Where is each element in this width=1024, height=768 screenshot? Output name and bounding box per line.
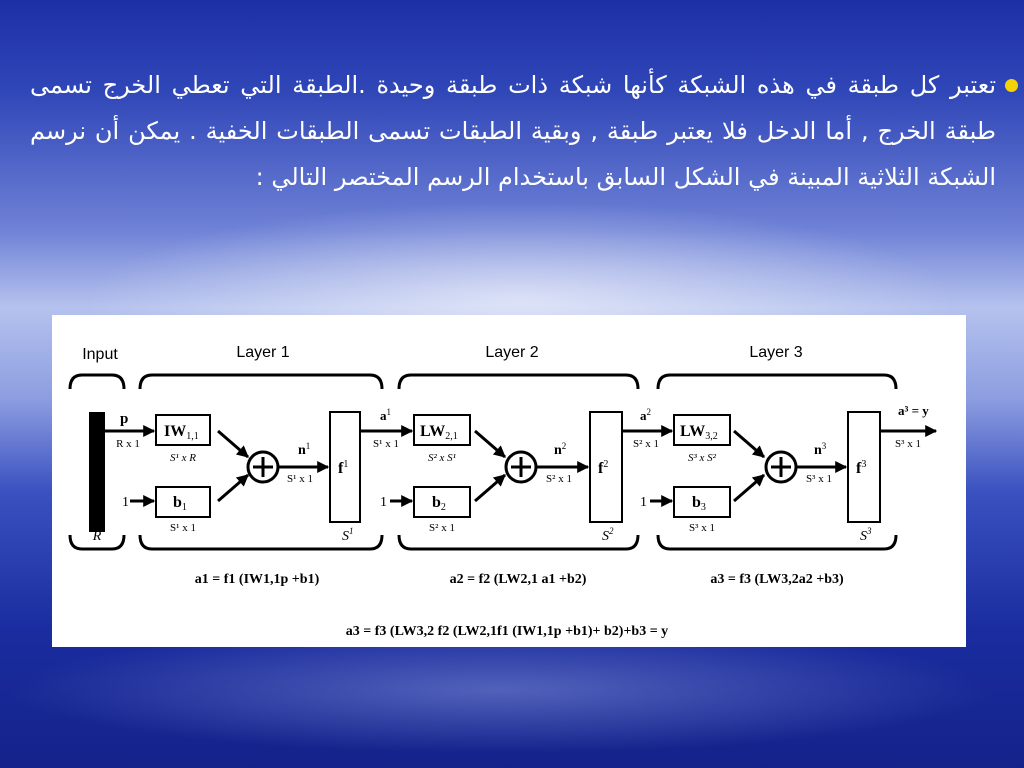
layer2-out-dim: S² x 1	[633, 438, 659, 450]
layer2-bias-label: b	[432, 494, 441, 511]
layer3-n-label: n	[814, 443, 822, 458]
svg-text:n2	[554, 441, 566, 458]
layer3-weight-sub: 3,2	[705, 431, 718, 442]
layer3-transfer-label: f	[856, 460, 862, 477]
layer1-bias-sub: 1	[181, 502, 187, 513]
layer3-size-label: S	[860, 529, 867, 544]
equation-layer3: a3 = f3 (LW3,2a2 +b3)	[710, 572, 844, 587]
bullet-dot-icon	[1005, 79, 1018, 92]
input-p-dim: R x 1	[116, 438, 140, 450]
svg-text:S1	[342, 526, 354, 544]
layer3-n-dim: S³ x 1	[806, 473, 832, 485]
layer3-out-label: a³ = y	[898, 403, 929, 418]
layer3-n-sup: 3	[821, 441, 827, 451]
input-header: Input	[82, 346, 118, 363]
layer3-bias-label: b	[692, 494, 701, 511]
layer1-bias-label: b	[173, 494, 182, 511]
layer1-out-label: a	[380, 408, 387, 423]
layer2-out-label: a	[640, 408, 647, 423]
layer3-weight-label: LW	[680, 423, 706, 440]
layer2-n-sup: 2	[561, 441, 567, 451]
layer2-block	[380, 407, 659, 544]
layer1-n-sup: 1	[305, 441, 311, 451]
layer3-bias-sub: 3	[700, 502, 706, 513]
layer2-bias-one: 1	[380, 495, 387, 510]
layer2-transfer-sup: 2	[603, 459, 609, 470]
layer2-size-label: S	[602, 529, 609, 544]
input-size-label: R	[92, 529, 102, 544]
layer2-weight-label: LW	[420, 423, 446, 440]
layer1-out-sup: 1	[386, 407, 391, 417]
layer3-weight-dim: S³ x S²	[688, 452, 716, 464]
layer2-out-sup: 2	[646, 407, 651, 417]
layer1-n-dim: S¹ x 1	[287, 473, 313, 485]
svg-text:a2	[640, 407, 651, 423]
bullet-text: تعتبر كل طبقة في هذه الشبكة كأنها شبكة ذات طبقة وحيدة .الطبقة التي تعطي الخرج تسمى طبقة الخرج , أما الدخل فلا يعتبر طبقة , وبقية الطبقات تسمى الطبقات الخفية . يمكن أن نرسم الشبكة الثلاثية المبينة في الشكل السابق باستخدام الرسم المختصر التالي :	[30, 71, 996, 191]
layer2-n-label: n	[554, 443, 562, 458]
equation-full: a3 = f3 (LW3,2 f2 (LW2,1f1 (IW1,1p +b1)+ b2)+b3 = y	[345, 624, 669, 639]
equation-layer1: a1 = f1 (IW1,1p +b1)	[194, 572, 320, 587]
svg-text:n1	[298, 441, 310, 458]
layer1-out-dim: S¹ x 1	[373, 438, 399, 450]
layer3-out-dim: S³ x 1	[895, 438, 921, 450]
layer1-bias-dim: S¹ x 1	[170, 522, 196, 534]
layer3-transfer-sup: 3	[861, 459, 867, 470]
layer2-bias-dim: S² x 1	[429, 522, 455, 534]
layer3-size-sup: 3	[867, 526, 872, 536]
layer2-transfer-label: f	[598, 460, 604, 477]
layer3-bias-dim: S³ x 1	[689, 522, 715, 534]
layer2-weight-dim: S² x S¹	[428, 452, 456, 464]
top-braces	[70, 375, 896, 389]
layer1-size-label: S	[342, 529, 349, 544]
layer2-n-dim: S² x 1	[546, 473, 572, 485]
layer1-transfer-sup: 1	[343, 459, 349, 470]
layer3-bias-one: 1	[640, 495, 647, 510]
layer1-block	[156, 407, 399, 544]
input-vector-bar	[89, 412, 105, 532]
neural-network-diagram	[52, 315, 966, 647]
layer1-n-label: n	[298, 443, 306, 458]
svg-text:S2	[602, 526, 614, 544]
layer1-weight-sub: 1,1	[186, 431, 199, 442]
layer2-bias-sub: 2	[440, 502, 446, 513]
svg-text:S3	[860, 526, 872, 544]
layer2-header: Layer 2	[485, 344, 539, 361]
bottom-braces	[70, 535, 896, 549]
svg-text:a1	[380, 407, 391, 423]
layer1-header: Layer 1	[236, 344, 290, 361]
layer3-block	[640, 403, 929, 544]
bullet-point	[30, 62, 1018, 252]
layer2-size-sup: 2	[609, 526, 614, 536]
layer1-weight-label: IW	[164, 423, 187, 440]
layer2-weight-sub: 2,1	[445, 431, 458, 442]
svg-text:n3	[814, 441, 827, 458]
layer3-header: Layer 3	[749, 344, 803, 361]
input-p-label: p	[120, 411, 129, 427]
layer1-transfer-label: f	[338, 460, 344, 477]
layer1-bias-one: 1	[122, 495, 129, 510]
equation-layer2: a2 = f2 (LW2,1 a1 +b2)	[449, 572, 587, 587]
layer1-size-sup: 1	[349, 526, 354, 536]
layer1-weight-dim: S¹ x R	[170, 452, 196, 464]
